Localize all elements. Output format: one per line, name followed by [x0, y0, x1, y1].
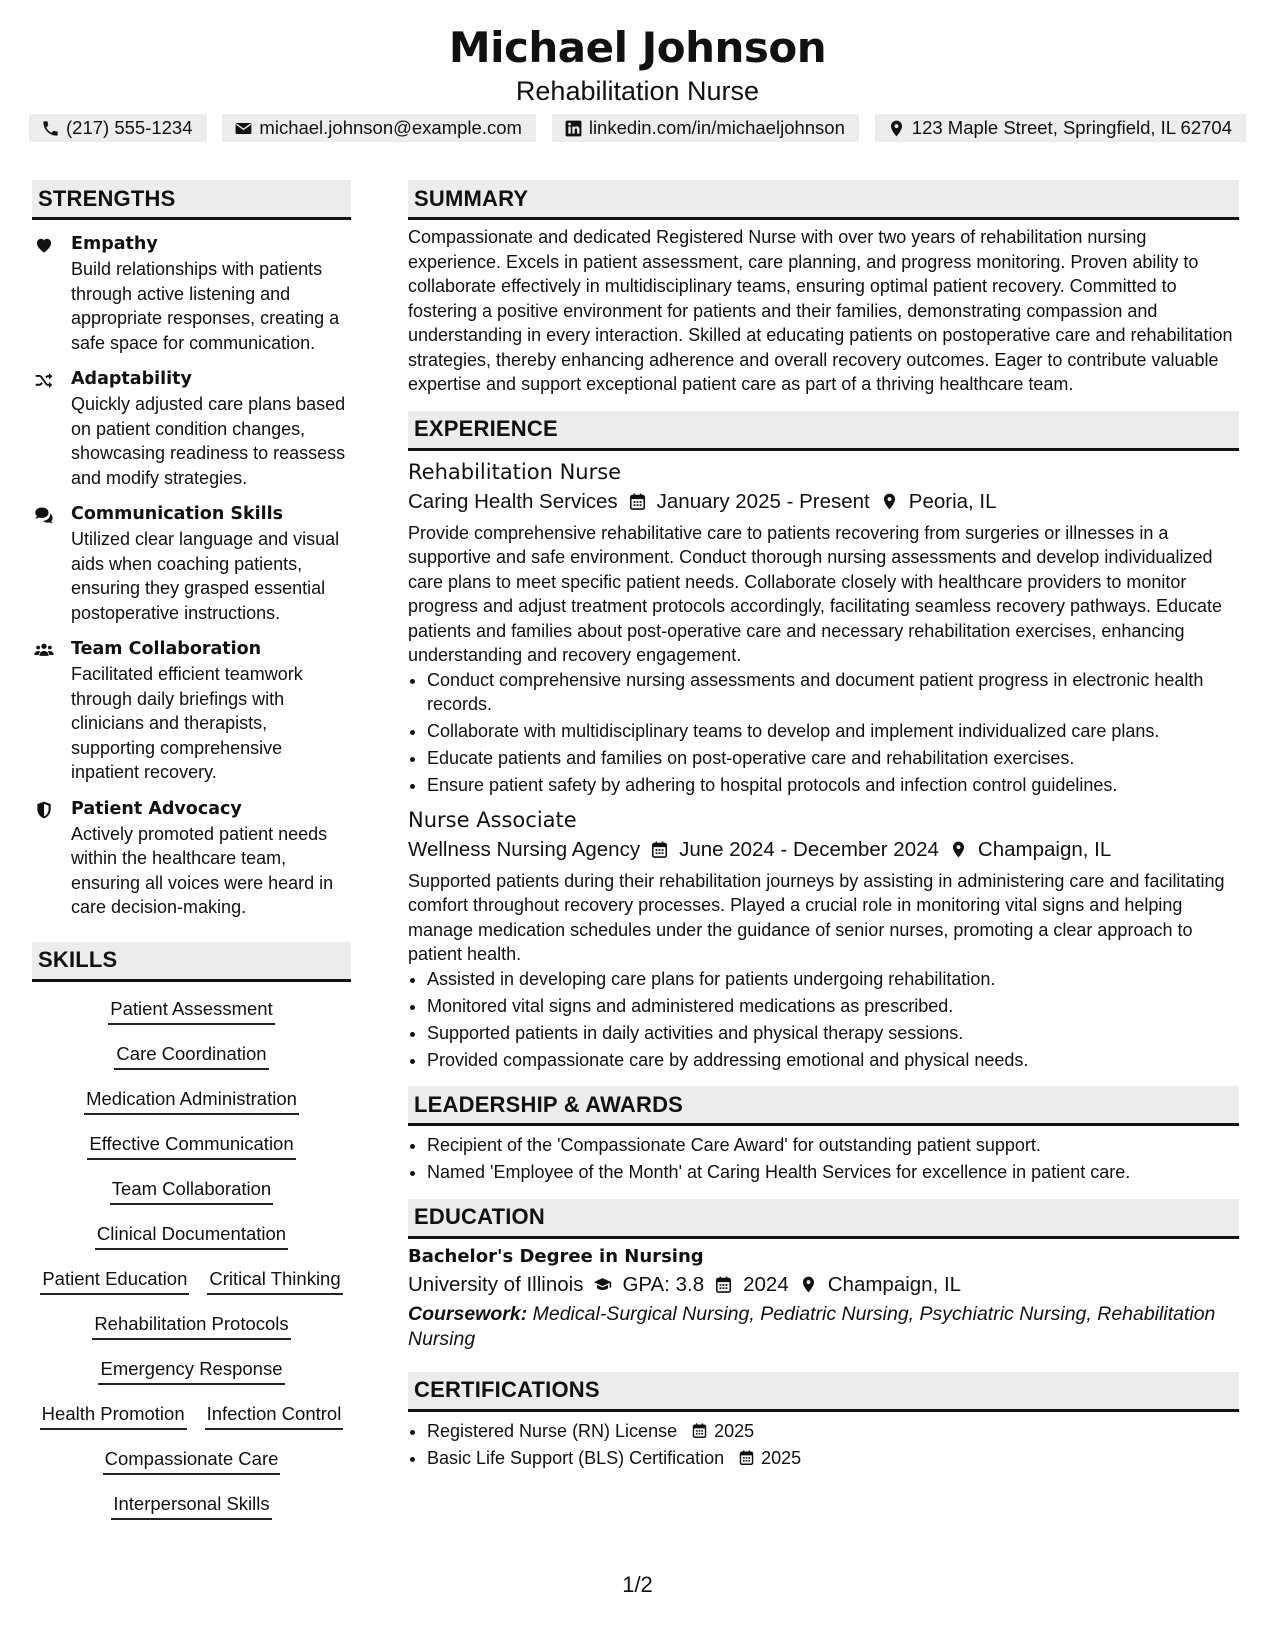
strength-item — [32, 367, 351, 490]
school-name: University of Illinois — [408, 1272, 584, 1296]
resume-header — [0, 22, 1275, 108]
strength-title: Team Collaboration — [71, 639, 262, 659]
cert-name: • Basic Life Support (BLS) Certification — [427, 1447, 725, 1468]
strength-item — [32, 797, 351, 920]
skill-tag: Patient Education — [40, 1266, 189, 1295]
list-item — [427, 1446, 1239, 1471]
cert-name: • Registered Nurse (RN) License — [427, 1420, 678, 1441]
strength-desc: Utilized clear language and visual aids when coaching patients, ensuring they grasped essential postoperative instructions. — [71, 529, 340, 623]
skill-tag: Team Collaboration — [110, 1176, 273, 1205]
job-bullets — [408, 967, 1239, 1073]
strength-title: Patient Advocacy — [71, 798, 242, 819]
cert-year: 2025 — [761, 1447, 802, 1468]
strength-desc: Facilitated efficient teamwork through daily briefings with clinicians and therapists, supporting comprehensive inpatient recovery. — [71, 664, 303, 782]
list-item: • Provided compassionate care by addressing emotional and physical needs. — [427, 1048, 1239, 1073]
graduation-cap-icon — [593, 1275, 612, 1294]
candidate-title: Rehabilitation Nurse — [515, 76, 760, 106]
contact-linkedin[interactable] — [552, 114, 859, 142]
job-company: Caring Health Services — [408, 489, 618, 513]
skill-row — [40, 1266, 342, 1311]
contact-bar — [29, 114, 1246, 142]
job-dates: January 2025 - Present — [656, 489, 870, 513]
mail-icon — [234, 119, 253, 138]
heart-icon — [34, 235, 54, 255]
grad-year: 2024 — [743, 1272, 789, 1296]
shield-icon — [34, 800, 54, 820]
map-pin-icon — [887, 119, 906, 138]
skill-tag: Interpersonal Skills — [111, 1491, 271, 1520]
skill-row — [103, 1446, 281, 1491]
job-description: Supported patients during their rehabilitation journeys by assisting in administering care and facilitating comfort throughout recovery processes. Played a crucial role in monitoring vital signs and helping manage medication schedules under the guidance of senior nurses, promoting a clear approach to patient health. — [408, 870, 1225, 964]
skill-row — [110, 1176, 273, 1221]
comments-icon — [34, 505, 54, 525]
list-item: • Educate patients and families on post-operative care and rehabilitation exercises. — [427, 746, 1239, 771]
cert-year: 2025 — [714, 1420, 755, 1441]
skill-tag: Effective Communication — [87, 1131, 295, 1160]
calendar-icon — [650, 840, 669, 859]
leadership-heading: LEADERSHIP & AWARDS — [408, 1086, 1239, 1126]
skill-tag: Compassionate Care — [103, 1446, 281, 1475]
skill-row — [95, 1221, 288, 1266]
job-entry — [408, 805, 1239, 1073]
map-pin-icon — [949, 840, 968, 859]
right-column — [408, 180, 1239, 1473]
linkedin-text: linkedin.com/in/michaeljohnson — [588, 117, 845, 138]
skill-tag: Infection Control — [205, 1401, 344, 1430]
phone-icon — [41, 119, 60, 138]
left-column — [32, 180, 351, 1536]
page-number: 1/2 — [622, 1572, 653, 1597]
degree-title: Bachelor's Degree in Nursing — [408, 1245, 704, 1267]
contact-address — [875, 114, 1246, 142]
certifications-heading: CERTIFICATIONS — [408, 1372, 1239, 1412]
skill-tag: Clinical Documentation — [95, 1221, 288, 1250]
candidate-name: Michael Johnson — [448, 23, 827, 72]
strength-item — [32, 232, 351, 355]
list-item: • Ensure patient safety by adhering to hospital protocols and infection control guidelines. — [427, 773, 1239, 798]
strength-title: Adaptability — [71, 369, 192, 389]
strength-item — [32, 637, 351, 785]
job-meta — [408, 835, 1239, 865]
phone-text: (217) 555-1234 — [66, 117, 193, 138]
skill-tag: Emergency Response — [98, 1356, 284, 1385]
skill-row — [98, 1356, 284, 1401]
strength-title: Empathy — [71, 234, 158, 254]
education-heading: EDUCATION — [408, 1199, 1239, 1239]
skill-tag: Patient Assessment — [108, 996, 274, 1025]
skill-row — [92, 1311, 290, 1356]
calendar-icon — [738, 1449, 755, 1466]
job-company: Wellness Nursing Agency — [408, 837, 641, 861]
list-item: • Supported patients in daily activities and physical therapy sessions. — [427, 1021, 1239, 1046]
skill-row — [114, 1041, 268, 1086]
list-item: • Collaborate with multidisciplinary teams to develop and implement individualized care plans. — [427, 719, 1239, 744]
strength-desc: Build relationships with patients through active listening and appropriate responses, creating a safe space for communication. — [71, 259, 340, 353]
skills-heading: SKILLS — [32, 942, 351, 982]
address-text: 123 Maple Street, Springfield, IL 62704 — [911, 117, 1232, 138]
skill-row — [84, 1086, 299, 1131]
job-bullets — [408, 668, 1239, 798]
gpa: GPA: 3.8 — [622, 1272, 705, 1296]
strengths-heading: STRENGTHS — [32, 180, 351, 220]
skill-row — [40, 1401, 344, 1446]
skill-row — [87, 1131, 295, 1176]
strength-desc: Quickly adjusted care plans based on patient condition changes, showcasing readiness to reassess and modify strategies. — [71, 394, 346, 488]
job-dates: June 2024 - December 2024 — [679, 837, 939, 861]
list-item: • Named 'Employee of the Month' at Caring Health Services for excellence in patient care. — [427, 1160, 1239, 1185]
skill-row — [108, 996, 274, 1041]
job-meta — [408, 487, 1239, 517]
contact-phone[interactable] — [29, 114, 207, 142]
coursework-label: Coursework: — [408, 1302, 528, 1325]
coursework-text: Medical-Surgical Nursing, Pediatric Nursing, Psychiatric Nursing, Rehabilitation Nursing — [408, 1302, 1216, 1350]
skill-tag: Medication Administration — [84, 1086, 299, 1115]
summary-text: Compassionate and dedicated Registered Nurse with over two years of rehabilitation nursing experience. Excels in patient assessment, care planning, and progress monitoring. Proven ability to collaborate effectively in multidisciplinary teams, ensuring optimal patient recovery. Committed to fostering a positive environment for patients and their families, demonstrating compassion and understanding in every interaction. Skilled at educating patients on postoperative care and rehabilitation strategies, thereby enhancing adherence and overall recovery outcomes. Eager to contribute valuable expertise and support exceptional patient care as part of a thriving healthcare team. — [408, 227, 1233, 394]
skill-row — [111, 1491, 271, 1536]
skill-tag: Health Promotion — [40, 1401, 187, 1430]
users-icon — [34, 640, 54, 660]
shuffle-icon — [34, 370, 54, 390]
coursework — [408, 1302, 1239, 1352]
skill-tag: Care Coordination — [114, 1041, 268, 1070]
map-pin-icon — [799, 1275, 818, 1294]
job-title: Nurse Associate — [408, 807, 577, 832]
list-item: • Monitored vital signs and administered medications as prescribed. — [427, 994, 1239, 1019]
contact-email[interactable] — [222, 114, 536, 142]
skill-tag: Rehabilitation Protocols — [92, 1311, 290, 1340]
list-item: • Conduct comprehensive nursing assessments and document patient progress in electronic health records. — [427, 668, 1239, 717]
leadership-bullets — [408, 1133, 1239, 1185]
strength-item — [32, 502, 351, 625]
email-text: michael.johnson@example.com — [259, 117, 522, 138]
job-location: Peoria, IL — [908, 489, 997, 513]
list-item — [427, 1419, 1239, 1444]
linkedin-icon — [564, 119, 583, 138]
calendar-icon — [628, 492, 647, 511]
strength-desc: Actively promoted patient needs within the healthcare team, ensuring all voices were heard in care decision-making. — [71, 823, 334, 917]
job-title: Rehabilitation Nurse — [408, 459, 622, 484]
education-entry — [408, 1244, 1239, 1352]
job-description: Provide comprehensive rehabilitative care to patients recovering from surgeries or illnesses in a supportive and safe environment. Conduct thorough nursing assessments and develop individualized care plans to meet specific patient needs. Collaborate closely with healthcare providers to monitor progress and adjust treatment protocols accordingly, facilitating seamless recovery pathways. Educate patients and families about post-operative care and necessary rehabilitation exercises, enhancing understanding and recovery engagement. — [408, 522, 1223, 665]
calendar-icon — [691, 1422, 708, 1439]
skills-list — [32, 996, 351, 1536]
job-location: Champaign, IL — [977, 837, 1112, 861]
list-item: • Recipient of the 'Compassionate Care Award' for outstanding patient support. — [427, 1133, 1239, 1158]
calendar-icon — [714, 1275, 733, 1294]
certifications-list — [408, 1419, 1239, 1471]
list-item: • Assisted in developing care plans for patients undergoing rehabilitation. — [427, 967, 1239, 992]
experience-heading: EXPERIENCE — [408, 411, 1239, 451]
strength-title: Communication Skills — [71, 504, 284, 524]
education-meta — [408, 1270, 1239, 1300]
job-entry — [408, 457, 1239, 798]
school-location: Champaign, IL — [827, 1272, 962, 1296]
map-pin-icon — [880, 492, 899, 511]
skill-tag: Critical Thinking — [207, 1266, 342, 1295]
summary-heading: SUMMARY — [408, 180, 1239, 220]
